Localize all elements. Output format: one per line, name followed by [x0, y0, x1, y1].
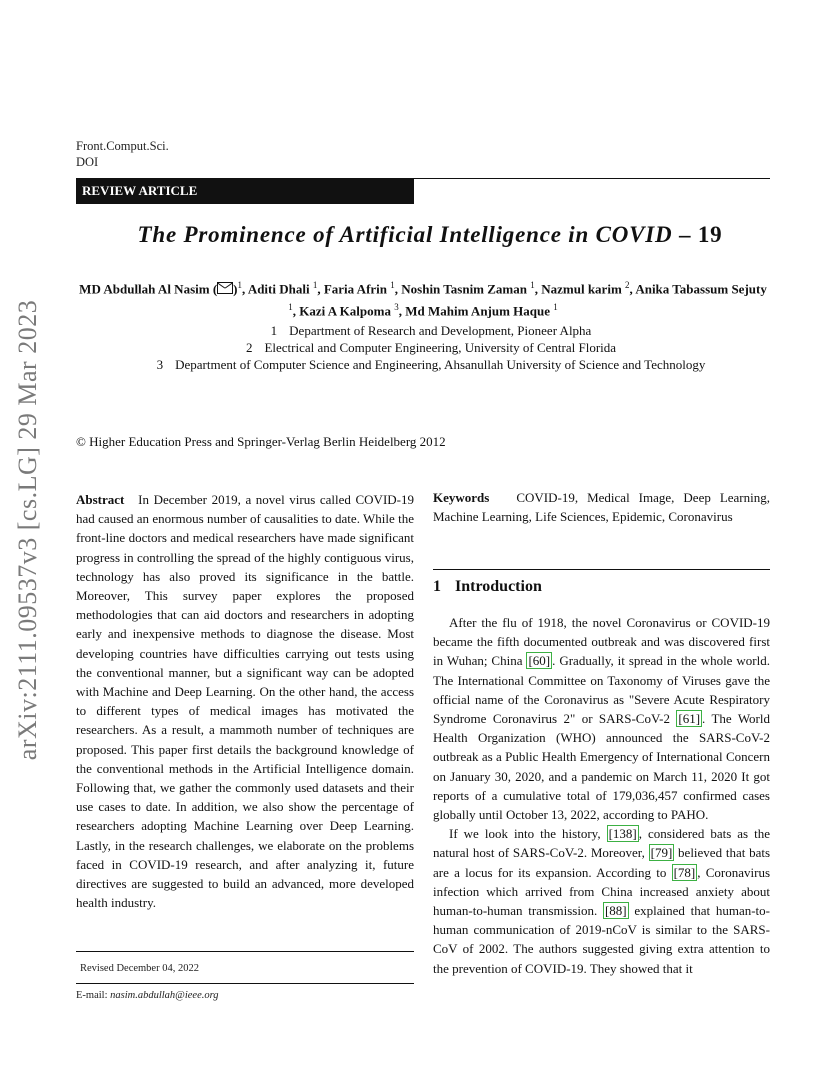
citation-link[interactable]: [61]: [678, 711, 701, 727]
citation-link[interactable]: [138]: [608, 826, 637, 842]
affiliation-item: 1 Department of Research and Development, Pioneer Alpha: [270, 323, 592, 338]
paper-title: [60, 222, 800, 248]
author-name: MD Abdullah Al Nasim: [79, 281, 210, 297]
affiliation-item: 2 Electrical and Computer Engineering, University of Central Florida: [245, 340, 617, 355]
citation-link[interactable]: [78]: [673, 864, 696, 880]
affiliation-list: [76, 322, 786, 373]
author-list: MD Abdullah Al Nasim ( )$^1$, Aditi Dhali $^1$, Faria Afrin $^1$, Noshin Tasnim Zaman $^1$, Nazmul karim $^2$, Anika Tabassum Sejuty $^1$, Kazi A Kalpoma $^3$, Md Mahim Anjum Haque $^1$: [79, 280, 767, 319]
contact-email: E-mail: nasim.abdullah@ieee.org: [76, 990, 219, 1001]
author-affil: 1: [390, 280, 395, 290]
abstract-text: In December 2019, a novel virus called COVID-19 had caused an enormous number of causalities to date. While the front-line doctors and medical researchers have made significant progress in controlling the spread of the highly contiguous virus, technology has also proved its significance in the battle. Moreover, This survey paper explores the proposed methodologies that can aid doctors and researchers in adopting early and inexpensive methods to diagnose the disease. Most developing countries have difficulties carrying out tests using the conventional manner, but a significant way can be adopted with Machine and Deep Learning. On the other hand, the access to different types of medical images has motivated the researchers. As a result, a mammoth number of techniques are proposed. This paper first details the background knowledge of the conventional methods in the Artificial Intelligence domain. Following that, we gather the commonly used datasets and their use cases to date. In addition, we also show the percentage of researchers adopting Machine Learning over Deep Learning. Lastly, in the research challenges, we elaborate on the problems faced in COVID-19 research, and after analyzing it, future directives are suggested to build an advanced, more developed health industry.: [76, 492, 414, 911]
author-affil: 1: [553, 302, 558, 313]
keywords-label: Keywords: [433, 490, 490, 505]
author-name: Aditi Dhali: [247, 281, 310, 297]
citation-link[interactable]: [88]: [604, 903, 627, 919]
journal-name: Front.Comput.Sci.: [76, 139, 169, 153]
affiliation-item: 3 Department of Computer Science and Engineering, Ahsanullah University of Science and Technology: [156, 357, 706, 372]
paper-title-text: The Prominence of Artificial Intelligence in COVID: [137, 222, 673, 247]
author-name: Anika Tabassum Sejuty: [635, 281, 767, 297]
author-affil: 2: [625, 280, 630, 290]
section-heading-introduction: 1 Introduction: [433, 578, 542, 595]
email-address[interactable]: nasim.abdullah@ieee.org: [110, 990, 219, 1001]
author-name: Md Mahim Anjum Haque: [405, 303, 551, 319]
keywords-rule: [433, 569, 770, 570]
header-rule: [414, 178, 770, 179]
doi-label: DOI: [76, 155, 99, 169]
envelope-icon[interactable]: [217, 282, 233, 294]
citation-link[interactable]: [60]: [528, 653, 551, 669]
author-name: Noshin Tasnim Zaman: [401, 281, 527, 297]
intro-paragraph: After the flu of 1918, the novel Coronavirus or COVID-19 became the fifth documented outbreak and was discovered first in Wuhan; China [60] . Gradually, it spread in the whole world. The International Committee on Taxonomy of Viruses gave the official name of the Coronavirus as "Severe Acute Respiratory Syndrome Coronavirus 2" or SARS-CoV-2 [61] . The World Health Organization (WHO) announced the SARS-CoV-2 outbreak as a Public Health Emergency of International Concern on January 30, 2020, and a pandemic on March 11, 2020 It got reports of a cumulative total of 179,036,457 confirmed cases globally until October 13, 2022, according to PAHO.: [433, 615, 770, 823]
arxiv-side-label: arXiv:2111.09537v3 [cs.LG] 29 Mar 2023: [13, 299, 43, 761]
revised-date: Revised December 04, 2022: [80, 963, 199, 974]
keywords-text: COVID-19, Medical Image, Deep Learning, Machine Learning, Life Sciences, Epidemic, Coronavirus: [433, 490, 771, 525]
copyright-notice: © Higher Education Press and Springer-Verlag Berlin Heidelberg 2012: [76, 434, 446, 449]
abstract-label: Abstract: [76, 492, 125, 507]
author-affil: 3: [394, 302, 399, 313]
introduction-body: [433, 613, 770, 978]
author-name: Faria Afrin: [323, 281, 388, 297]
author-affil: 1: [237, 280, 243, 290]
intro-paragraph: If we look into the history, [138] , considered bats as the natural host of SARS-CoV-2. Moreover, [79] believed that bats are a locus for its expansion. According to [78] , Coronavirus infection which arrived from China increased anxiety about human-to-human transmission. [88] explained that human-to-human communication of 2019-nCoV is similar to the SARS-CoV of 2002. The authors suggested giving extra attention to the prevention of COVID-19. They showed that it: [433, 826, 771, 976]
author-name: Kazi A Kalpoma: [299, 303, 391, 319]
abstract-section: [76, 490, 414, 912]
footnote-rule-bottom: [76, 983, 414, 984]
article-type-banner: REVIEW ARTICLE: [76, 178, 414, 204]
author-affil: 1: [312, 280, 318, 290]
footnote-rule: [76, 951, 414, 952]
keywords-section: [433, 488, 770, 526]
author-name: Nazmul karim: [541, 281, 622, 297]
paper-title-suffix: – 19: [679, 222, 723, 247]
author-affil: 1: [288, 302, 293, 313]
citation-link[interactable]: [79]: [650, 845, 673, 861]
author-affil: 1: [530, 280, 535, 290]
